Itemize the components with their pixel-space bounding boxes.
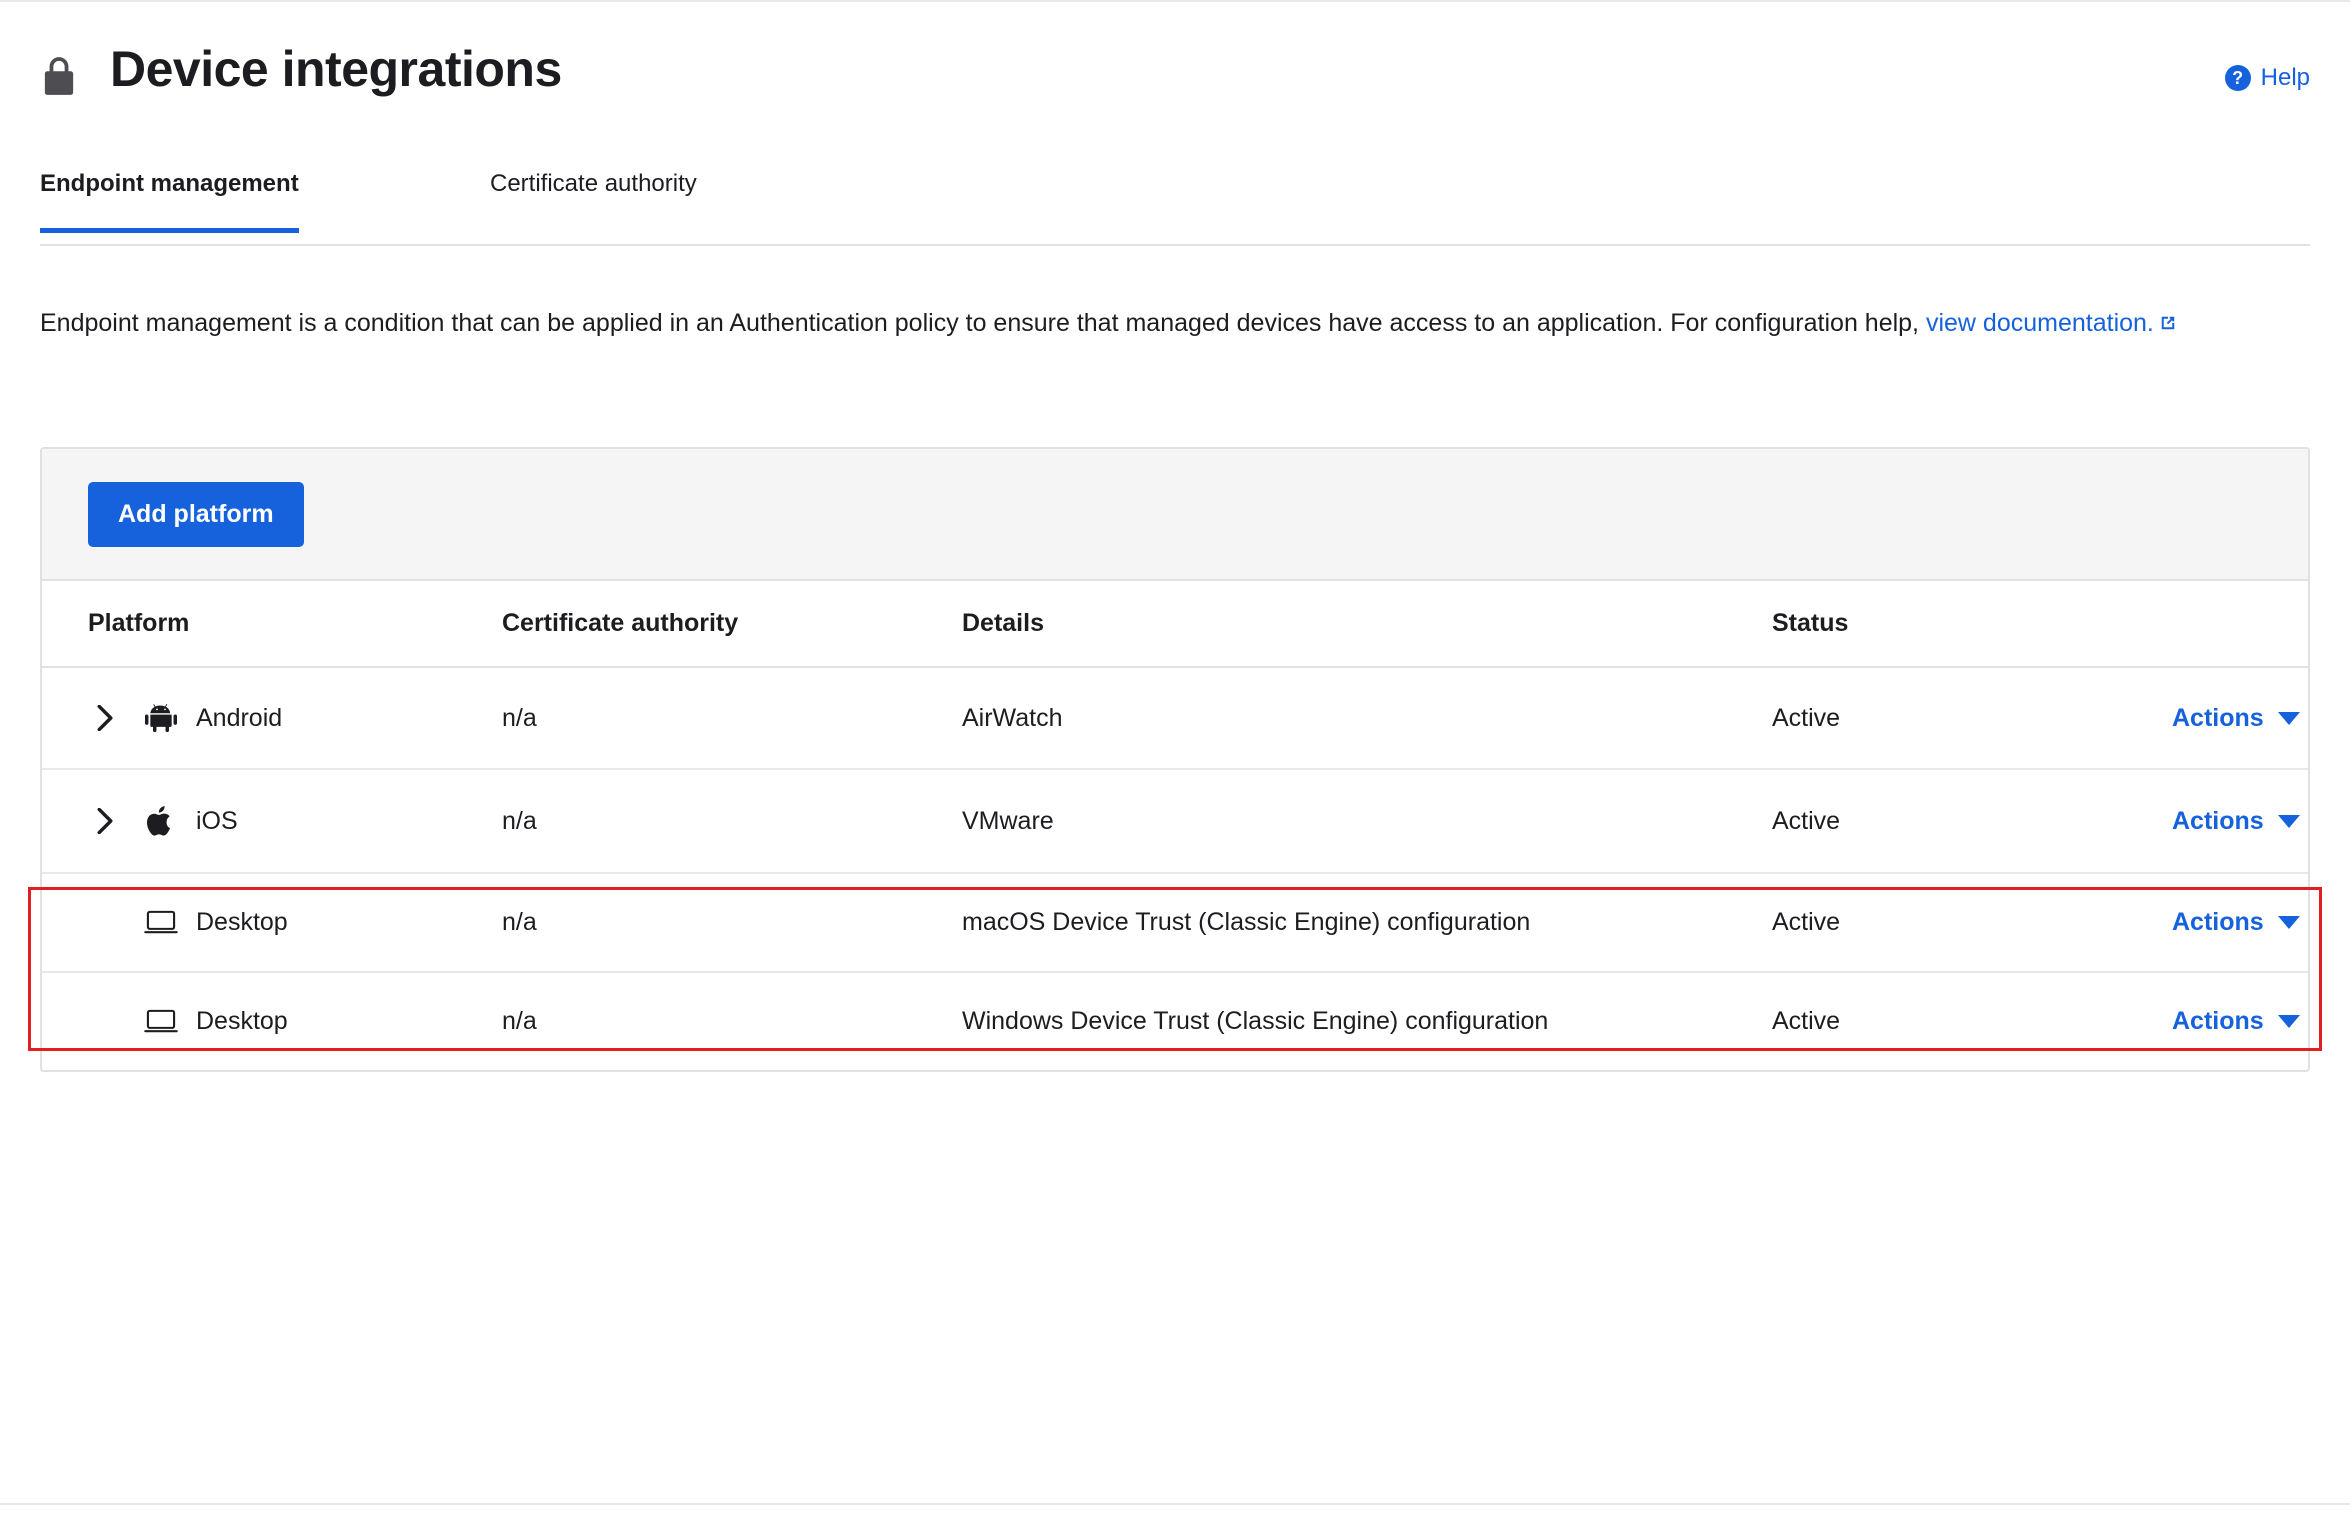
cell-status: Active xyxy=(1772,873,2172,972)
column-header-platform: Platform xyxy=(42,581,502,667)
platform-name: Desktop xyxy=(196,908,288,936)
view-documentation-label: view documentation. xyxy=(1925,309,2154,337)
cell-details: macOS Device Trust (Classic Engine) configuration xyxy=(962,873,1772,972)
actions-menu-button[interactable] xyxy=(2172,807,2300,836)
lock-icon xyxy=(40,54,78,98)
description-body: Endpoint management is a condition that can be applied in an Authentication policy to ensure that managed devices have access to an application. For configuration help, xyxy=(40,309,1920,337)
actions-menu-button[interactable] xyxy=(2172,908,2300,937)
table-row xyxy=(42,769,2308,873)
bottom-divider xyxy=(0,1503,2350,1505)
cell-certificate-authority: n/a xyxy=(502,667,962,769)
view-documentation-link[interactable] xyxy=(1926,309,2178,337)
description-text xyxy=(40,295,2310,351)
actions-label: Actions xyxy=(2172,703,2264,732)
actions-label: Actions xyxy=(2172,806,2264,835)
apple-icon xyxy=(142,804,180,838)
cell-details: Windows Device Trust (Classic Engine) configuration xyxy=(962,1007,1549,1035)
actions-menu-button[interactable] xyxy=(2172,704,2300,733)
question-mark-icon: ? xyxy=(2225,65,2251,91)
actions-label: Actions xyxy=(2172,1007,2264,1035)
help-link[interactable] xyxy=(2225,64,2310,92)
table-toolbar xyxy=(42,449,2308,581)
cell-platform xyxy=(42,873,502,972)
cell-certificate-authority: n/a xyxy=(502,1007,537,1035)
table-row xyxy=(42,972,2308,1070)
column-header-status: Status xyxy=(1772,581,2172,667)
tab-endpoint-management[interactable]: Endpoint management xyxy=(40,170,299,233)
add-platform-button[interactable]: Add platform xyxy=(88,482,304,547)
page-header xyxy=(40,40,2310,110)
cell-actions xyxy=(2172,972,2308,1070)
chevron-down-icon xyxy=(2278,815,2300,828)
table-header-row xyxy=(42,581,2308,667)
platform-table xyxy=(42,581,2308,1070)
tab-bar xyxy=(40,160,2310,246)
actions-menu-button[interactable] xyxy=(2172,1007,2300,1036)
chevron-down-icon xyxy=(2278,916,2300,929)
page-title: Device integrations xyxy=(110,41,562,97)
cell-platform xyxy=(42,667,502,769)
platform-name: Desktop xyxy=(196,1007,288,1035)
column-header-actions xyxy=(2172,581,2308,667)
chevron-down-icon xyxy=(2278,1015,2300,1028)
platform-name: Android xyxy=(196,703,283,732)
cell-platform xyxy=(42,972,502,1070)
cell-details: VMware xyxy=(962,769,1772,873)
tab-certificate-authority[interactable]: Certificate authority xyxy=(490,170,697,197)
android-icon xyxy=(142,702,180,734)
cell-certificate-authority: n/a xyxy=(502,769,962,873)
chevron-right-icon[interactable] xyxy=(88,808,122,834)
column-header-certificate-authority: Certificate authority xyxy=(502,581,962,667)
cell-actions xyxy=(2172,769,2308,873)
platform-name: iOS xyxy=(196,806,238,835)
cell-status: Active xyxy=(1772,1007,1841,1035)
platform-table-card xyxy=(40,447,2310,1072)
help-label: Help xyxy=(2260,64,2310,91)
cell-details: AirWatch xyxy=(962,667,1772,769)
table-row xyxy=(42,873,2308,972)
cell-actions xyxy=(2172,873,2308,972)
cell-status: Active xyxy=(1772,769,2172,873)
desktop-icon xyxy=(142,1008,180,1036)
desktop-icon xyxy=(142,909,180,937)
chevron-down-icon xyxy=(2278,712,2300,725)
top-divider xyxy=(0,0,2350,2)
cell-actions xyxy=(2172,667,2308,769)
actions-label: Actions xyxy=(2172,908,2264,936)
chevron-right-icon[interactable] xyxy=(88,705,122,731)
cell-status: Active xyxy=(1772,667,2172,769)
cell-certificate-authority: n/a xyxy=(502,873,962,972)
external-link-icon xyxy=(2158,297,2178,317)
cell-platform xyxy=(42,769,502,873)
column-header-details: Details xyxy=(962,581,1772,667)
table-row xyxy=(42,667,2308,769)
